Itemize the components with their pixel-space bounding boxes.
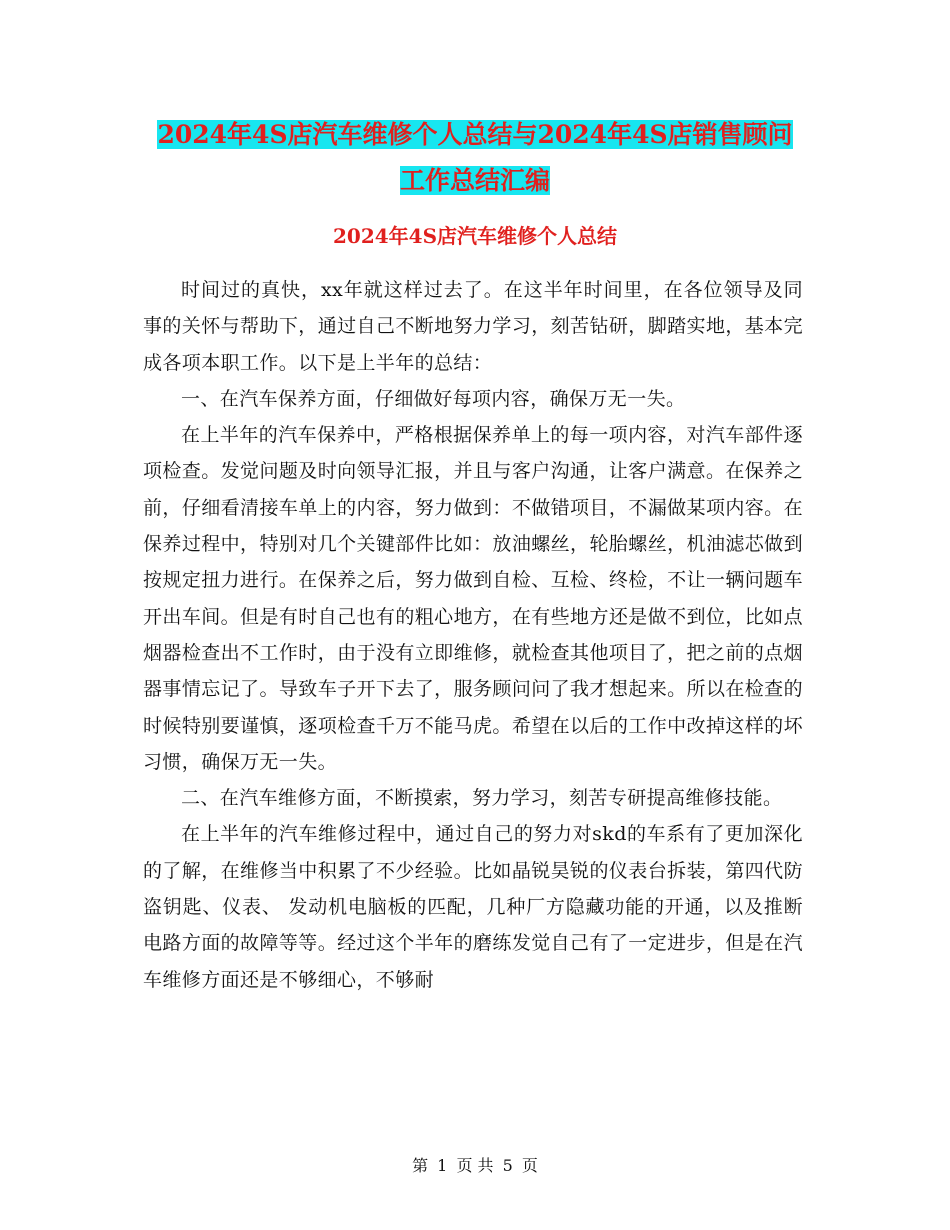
paragraph: 一、在汽车保养方面，仔细做好每项内容，确保万无一失。 (181, 387, 686, 410)
section-title: 2024年4S店汽车维修个人总结 (332, 224, 618, 248)
footer-suffix: 页 (521, 1156, 538, 1175)
footer-middle: 页 共 (456, 1156, 494, 1175)
title-highlight: 2024年4S店汽车维修个人总结与2024年4S店销售顾问工作总结汇编 (157, 120, 793, 195)
paragraph: 在上半年的汽车保养中，严格根据保养单上的每一项内容，对汽车部件逐项检查。发觉问题及时向领导汇报，并且与客户沟通，让客户满意。在保养之前，仔细看清接车单上的内容，努力做到：不做错项目，不漏做某项内容。在保养过程中，特别对几个关键部件比如：放油螺丝，轮胎螺丝，机油滤芯做到按规定扭力进行。在保养之后，努力做到自检、互检、终检，不让一辆问题车开出车间。但是有时自己也有的粗心地方，在有些地方还是做不到位，比如点烟器检查出不工作时，由于没有立即维修，就检查其他项目了，把之前的点烟器事情忘记了。导致车子开下去了，服务顾问问了我才想起来。所以在检查的时候特别要谨慎，逐项检查千万不能马虎。希望在以后的工作中改掉这样的坏习惯，确保万无一失。 (143, 424, 803, 773)
paragraph: 在上半年的汽车维修过程中，通过自己的努力对skd的车系有了更加深化的了解，在维修当中积累了不少经验。比如晶锐昊锐的仪表台拆装，第四代防盗钥匙、仪表、 发动机电脑板的匹配，几种厂方隐藏功能的开通，以及推断电路方面的故障等等。经过这个半年的磨练发觉自己有了一定进步，但是在汽车维修方面还是不够细心，不够耐 (143, 823, 803, 991)
paragraph: 时间过的真快，xx年就这样过去了。在这半年时间里，在各位领导及同事的关怀与帮助下，通过自己不断地努力学习，刻苦钻研，脚踏实地，基本完成各项本职工作。以下是上半年的总结： (143, 279, 803, 374)
footer-prefix: 第 (412, 1156, 429, 1175)
document-body (143, 272, 803, 998)
footer-total-pages: 5 (502, 1156, 513, 1175)
paragraph: 二、在汽车维修方面，不断摸索，努力学习，刻苦专研提高维修技能。 (181, 787, 783, 810)
page-footer (0, 1153, 950, 1176)
footer-current-page: 1 (437, 1156, 448, 1175)
document-title (150, 112, 800, 204)
